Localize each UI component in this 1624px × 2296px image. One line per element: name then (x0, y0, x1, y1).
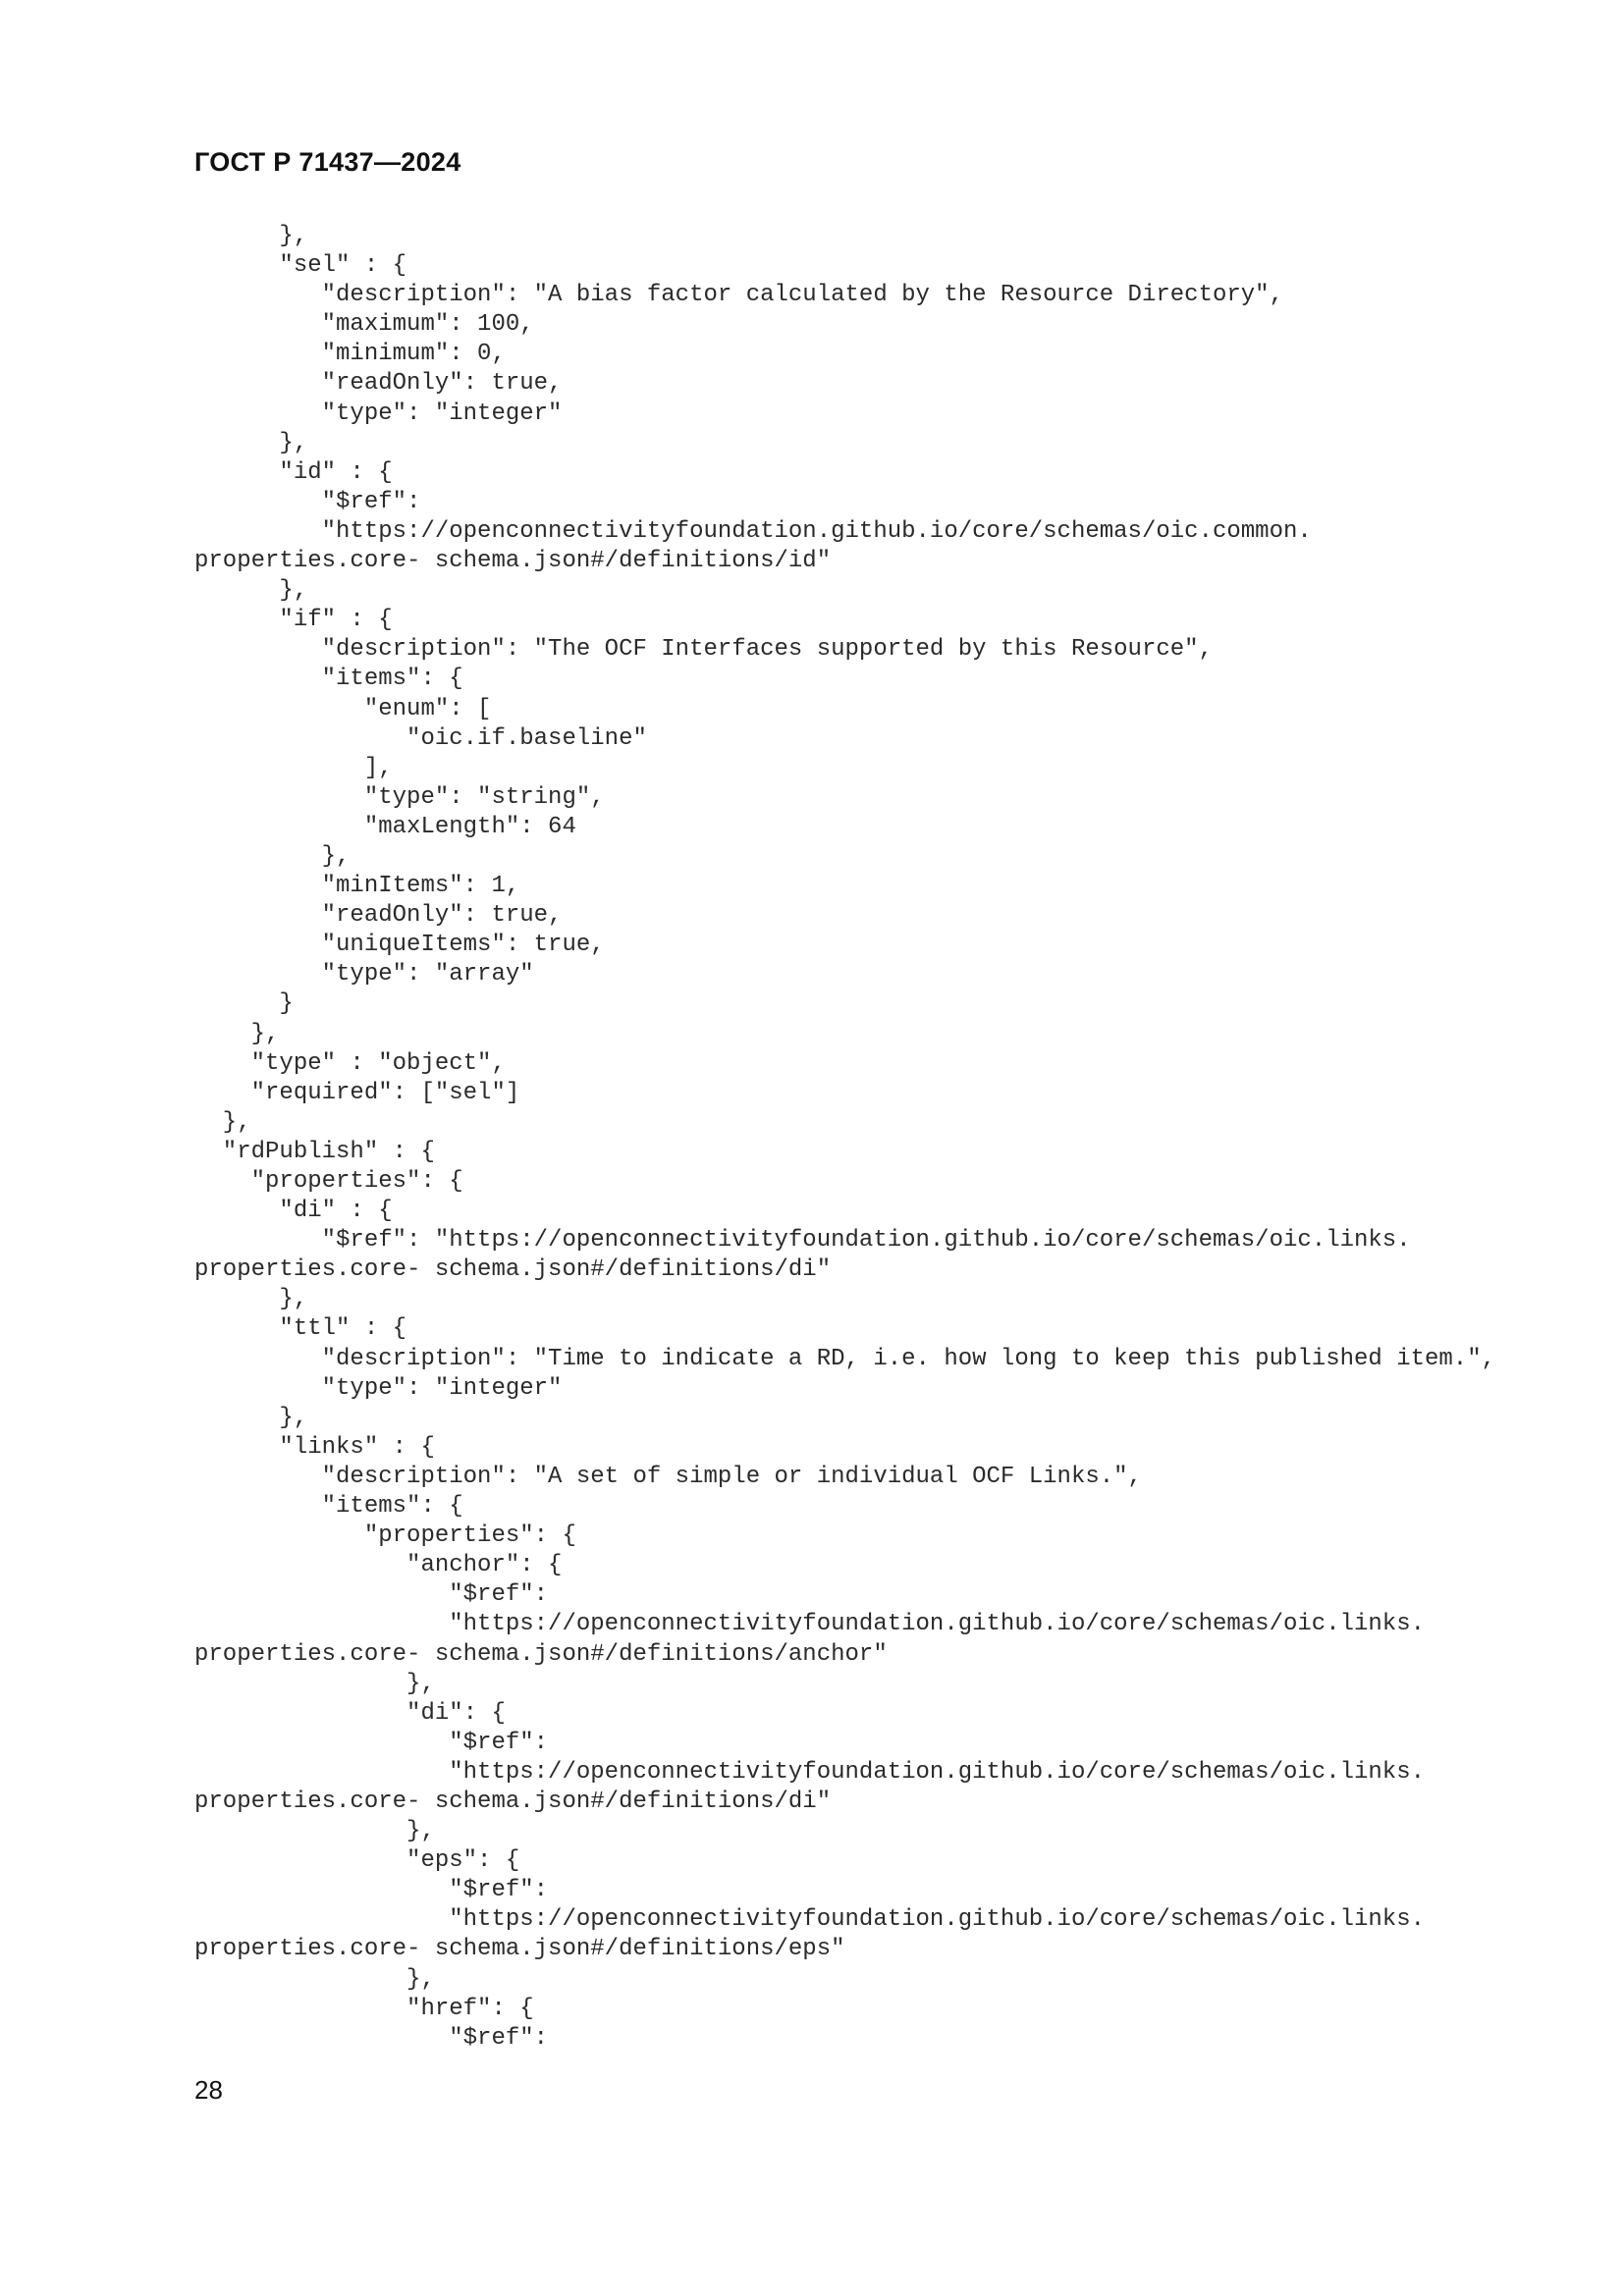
code-line: "$ref": (194, 1581, 549, 1609)
code-line: "links" : { (194, 1433, 435, 1461)
code-line: }, (194, 1286, 308, 1313)
json-schema-code-block (194, 222, 1569, 2054)
code-line: "di": { (194, 1699, 506, 1727)
code-line: "anchor": { (194, 1552, 563, 1579)
code-line: "eps": { (194, 1847, 520, 1875)
code-line: "$ref": "https://openconnectivityfoundation.github.io/core/schemas/oic.links. (194, 1227, 1411, 1255)
code-line: "rdPublish" : { (194, 1138, 435, 1165)
code-line: "items": { (194, 1493, 463, 1521)
code-line: properties.core- schema.json#/definitions/di" (194, 1788, 832, 1815)
page-number: 28 (194, 2075, 223, 2105)
code-line: "https://openconnectivityfoundation.github.io/core/schemas/oic.links. (194, 1906, 1426, 1934)
code-line: }, (194, 429, 308, 456)
code-line: "enum": [ (194, 695, 492, 722)
code-line: "required": ["sel"] (194, 1079, 520, 1106)
code-line: "type" : "object", (194, 1049, 506, 1077)
code-line: "sel" : { (194, 252, 407, 280)
code-line: }, (194, 1108, 251, 1136)
code-line: "type": "string", (194, 783, 605, 811)
code-line: "$ref": (194, 2024, 549, 2052)
code-line: "minItems": 1, (194, 873, 520, 900)
code-line: "readOnly": true, (194, 370, 563, 398)
code-line: "type": "integer" (194, 1374, 563, 1402)
code-line: }, (194, 842, 351, 870)
code-line: "description": "A bias factor calculated by the Resource Directory", (194, 282, 1283, 309)
code-line: properties.core- schema.json#/definitions/anchor" (194, 1640, 888, 1668)
code-line: "$ref": (194, 488, 421, 515)
code-line: "uniqueItems": true, (194, 932, 605, 959)
standard-code-header: ГОСТ Р 71437—2024 (194, 147, 461, 177)
code-line: "href": { (194, 1995, 534, 2022)
code-line: "type": "integer" (194, 400, 563, 427)
code-line: "items": { (194, 666, 463, 693)
code-line: properties.core- schema.json#/definitions/di" (194, 1256, 832, 1284)
code-line: "ttl" : { (194, 1315, 407, 1343)
code-line: "minimum": 0, (194, 341, 506, 368)
code-line: "id" : { (194, 458, 393, 486)
code-line: "description": "A set of simple or individual OCF Links.", (194, 1463, 1142, 1490)
code-line: }, (194, 1965, 435, 1993)
code-line: }, (194, 1404, 308, 1431)
code-line: "https://openconnectivityfoundation.github.io/core/schemas/oic.links. (194, 1611, 1426, 1638)
code-line: properties.core- schema.json#/definitions/id" (194, 548, 832, 575)
code-line: properties.core- schema.json#/definitions/eps" (194, 1936, 845, 1963)
code-line: "maximum": 100, (194, 311, 534, 339)
code-line: "di" : { (194, 1198, 393, 1225)
code-line: }, (194, 1670, 435, 1697)
code-line: "https://openconnectivityfoundation.github.io/core/schemas/oic.links. (194, 1758, 1426, 1786)
code-line: "$ref": (194, 1877, 549, 1904)
code-line: "description": "Time to indicate a RD, i.e. how long to keep this published item.", (194, 1345, 1496, 1372)
code-line: "description": "The OCF Interfaces supported by this Resource", (194, 636, 1213, 664)
code-line: "https://openconnectivityfoundation.github.io/core/schemas/oic.common. (194, 517, 1312, 545)
code-line: "properties": { (194, 1168, 463, 1195)
code-line: "properties": { (194, 1522, 576, 1550)
code-line: }, (194, 577, 308, 605)
code-line: ], (194, 754, 393, 781)
code-line: }, (194, 223, 308, 249)
code-line: } (194, 990, 294, 1018)
code-line: "if" : { (194, 607, 393, 634)
code-line: "$ref": (194, 1729, 549, 1756)
code-line: }, (194, 1020, 280, 1047)
code-line: "readOnly": true, (194, 902, 563, 930)
code-line: "type": "array" (194, 961, 534, 988)
code-line: "maxLength": 64 (194, 813, 576, 840)
code-line: "oic.if.baseline" (194, 724, 647, 752)
code-line: }, (194, 1818, 435, 1845)
